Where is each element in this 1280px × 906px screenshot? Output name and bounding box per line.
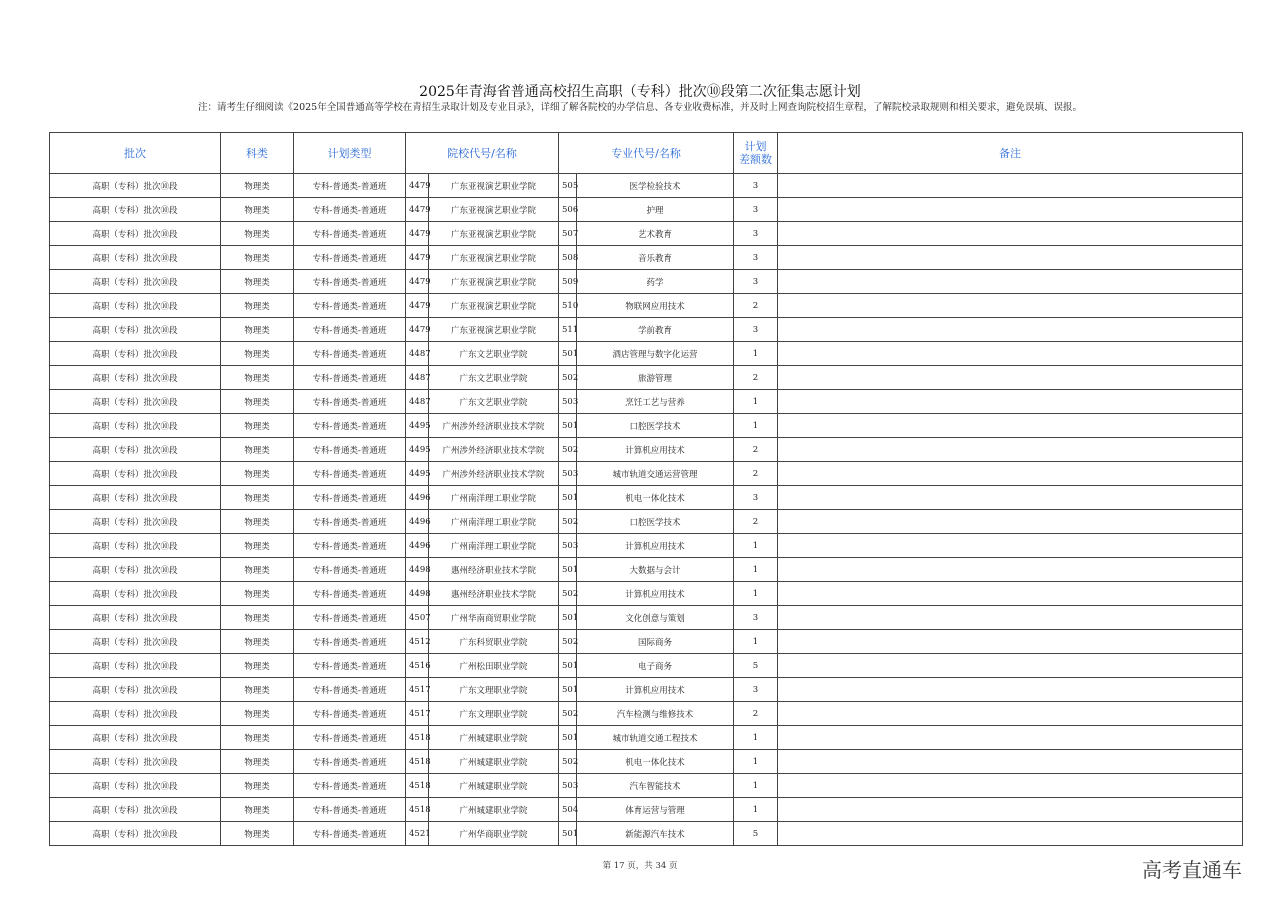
cell-plan-type: 专科-普通类-普通班: [294, 798, 406, 822]
cell-major-code: 505: [559, 174, 577, 198]
cell-batch: 高职（专科）批次⑩段: [50, 822, 221, 846]
cell-batch: 高职（专科）批次⑩段: [50, 774, 221, 798]
cell-batch: 高职（专科）批次⑩段: [50, 654, 221, 678]
table-row: [50, 174, 1243, 198]
cell-quota: 1: [734, 342, 778, 366]
cell-plan-type: 专科-普通类-普通班: [294, 510, 406, 534]
cell-subject: 物理类: [221, 318, 294, 342]
cell-batch: 高职（专科）批次⑩段: [50, 198, 221, 222]
cell-subject: 物理类: [221, 606, 294, 630]
cell-subject: 物理类: [221, 726, 294, 750]
cell-plan-type: 专科-普通类-普通班: [294, 270, 406, 294]
cell-school-name: 广州涉外经济职业技术学院: [429, 414, 559, 438]
cell-subject: 物理类: [221, 558, 294, 582]
cell-batch: 高职（专科）批次⑩段: [50, 246, 221, 270]
cell-school-name: 广东文理职业学院: [429, 678, 559, 702]
cell-batch: 高职（专科）批次⑩段: [50, 294, 221, 318]
cell-major-name: 护理: [577, 198, 734, 222]
cell-quota: 3: [734, 318, 778, 342]
table-row: [50, 366, 1243, 390]
plan-table: [49, 132, 1243, 846]
cell-major-name: 计算机应用技术: [577, 534, 734, 558]
cell-remark: [778, 702, 1243, 726]
table-row: [50, 630, 1243, 654]
cell-major-code: 510: [559, 294, 577, 318]
cell-school-name: 广东科贸职业学院: [429, 630, 559, 654]
page-number: 第 17 页，共 34 页: [602, 861, 678, 871]
cell-major-name: 机电一体化技术: [577, 486, 734, 510]
cell-subject: 物理类: [221, 582, 294, 606]
cell-major-code: 502: [559, 510, 577, 534]
cell-plan-type: 专科-普通类-普通班: [294, 414, 406, 438]
cell-major-name: 国际商务: [577, 630, 734, 654]
table-row: [50, 222, 1243, 246]
cell-plan-type: 专科-普通类-普通班: [294, 582, 406, 606]
table-header-row: [50, 133, 1243, 174]
table-row: [50, 510, 1243, 534]
cell-remark: [778, 582, 1243, 606]
cell-major-name: 计算机应用技术: [577, 678, 734, 702]
cell-batch: 高职（专科）批次⑩段: [50, 366, 221, 390]
cell-major-name: 酒店管理与数字化运营: [577, 342, 734, 366]
cell-school-name: 广东亚视演艺职业学院: [429, 174, 559, 198]
cell-remark: [778, 246, 1243, 270]
cell-major-name: 城市轨道交通运营管理: [577, 462, 734, 486]
cell-plan-type: 专科-普通类-普通班: [294, 750, 406, 774]
cell-plan-type: 专科-普通类-普通班: [294, 318, 406, 342]
cell-major-code: 501: [559, 654, 577, 678]
cell-remark: [778, 774, 1243, 798]
cell-major-name: 大数据与会计: [577, 558, 734, 582]
cell-major-name: 口腔医学技术: [577, 414, 734, 438]
cell-school-name: 广东亚视演艺职业学院: [429, 294, 559, 318]
cell-major-code: 503: [559, 774, 577, 798]
cell-subject: 物理类: [221, 198, 294, 222]
cell-quota: 3: [734, 174, 778, 198]
cell-quota: 2: [734, 510, 778, 534]
cell-major-code: 504: [559, 798, 577, 822]
cell-major-code: 501: [559, 606, 577, 630]
cell-school-name: 广东亚视演艺职业学院: [429, 318, 559, 342]
cell-batch: 高职（专科）批次⑩段: [50, 534, 221, 558]
table-row: [50, 582, 1243, 606]
cell-school-name: 广东亚视演艺职业学院: [429, 246, 559, 270]
cell-subject: 物理类: [221, 366, 294, 390]
cell-plan-type: 专科-普通类-普通班: [294, 462, 406, 486]
table-row: [50, 246, 1243, 270]
table-row: [50, 822, 1243, 846]
cell-remark: [778, 462, 1243, 486]
cell-plan-type: 专科-普通类-普通班: [294, 294, 406, 318]
cell-major-name: 旅游管理: [577, 366, 734, 390]
cell-school-name: 广东亚视演艺职业学院: [429, 222, 559, 246]
cell-school-name: 广州城建职业学院: [429, 750, 559, 774]
cell-school-name: 广州南洋理工职业学院: [429, 486, 559, 510]
header-plan-type: 计划类型: [294, 133, 406, 174]
table-row: [50, 486, 1243, 510]
cell-subject: 物理类: [221, 246, 294, 270]
cell-major-name: 艺术教育: [577, 222, 734, 246]
cell-batch: 高职（专科）批次⑩段: [50, 702, 221, 726]
table-row: [50, 318, 1243, 342]
cell-plan-type: 专科-普通类-普通班: [294, 630, 406, 654]
cell-school-code: 4487: [406, 390, 429, 414]
cell-major-name: 文化创意与策划: [577, 606, 734, 630]
cell-plan-type: 专科-普通类-普通班: [294, 726, 406, 750]
cell-remark: [778, 438, 1243, 462]
cell-school-code: 4479: [406, 318, 429, 342]
cell-school-code: 4498: [406, 582, 429, 606]
cell-batch: 高职（专科）批次⑩段: [50, 798, 221, 822]
cell-major-name: 药学: [577, 270, 734, 294]
header-school: 院校代号/名称: [406, 133, 559, 174]
cell-major-name: 机电一体化技术: [577, 750, 734, 774]
page-title: 2025年青海省普通高校招生高职（专科）批次⑩段第二次征集志愿计划: [419, 84, 861, 100]
cell-school-code: 4496: [406, 534, 429, 558]
cell-subject: 物理类: [221, 294, 294, 318]
cell-quota: 1: [734, 558, 778, 582]
cell-remark: [778, 198, 1243, 222]
cell-school-name: 广东亚视演艺职业学院: [429, 270, 559, 294]
cell-major-code: 508: [559, 246, 577, 270]
cell-quota: 2: [734, 294, 778, 318]
cell-school-code: 4479: [406, 198, 429, 222]
cell-batch: 高职（专科）批次⑩段: [50, 558, 221, 582]
header-quota-line1: 计划: [744, 140, 767, 153]
cell-subject: 物理类: [221, 774, 294, 798]
cell-major-code: 501: [559, 822, 577, 846]
cell-plan-type: 专科-普通类-普通班: [294, 390, 406, 414]
cell-major-code: 501: [559, 678, 577, 702]
cell-subject: 物理类: [221, 630, 294, 654]
cell-batch: 高职（专科）批次⑩段: [50, 414, 221, 438]
cell-school-code: 4517: [406, 702, 429, 726]
table-row: [50, 798, 1243, 822]
cell-plan-type: 专科-普通类-普通班: [294, 222, 406, 246]
cell-quota: 2: [734, 462, 778, 486]
cell-quota: 3: [734, 198, 778, 222]
cell-major-code: 502: [559, 630, 577, 654]
cell-major-code: 502: [559, 702, 577, 726]
cell-quota: 1: [734, 726, 778, 750]
cell-quota: 3: [734, 678, 778, 702]
table-row: [50, 654, 1243, 678]
cell-subject: 物理类: [221, 342, 294, 366]
cell-quota: 1: [734, 390, 778, 414]
cell-school-code: 4495: [406, 438, 429, 462]
watermark-logo-text: 高考直通车: [1142, 858, 1242, 882]
cell-batch: 高职（专科）批次⑩段: [50, 510, 221, 534]
cell-major-code: 501: [559, 558, 577, 582]
cell-quota: 1: [734, 582, 778, 606]
cell-quota: 3: [734, 270, 778, 294]
cell-school-code: 4518: [406, 774, 429, 798]
cell-major-code: 501: [559, 486, 577, 510]
cell-school-code: 4487: [406, 366, 429, 390]
cell-subject: 物理类: [221, 270, 294, 294]
cell-quota: 1: [734, 798, 778, 822]
header-remark: 备注: [778, 133, 1243, 174]
cell-major-name: 电子商务: [577, 654, 734, 678]
cell-subject: 物理类: [221, 390, 294, 414]
cell-subject: 物理类: [221, 534, 294, 558]
cell-batch: 高职（专科）批次⑩段: [50, 606, 221, 630]
cell-school-code: 4479: [406, 270, 429, 294]
table-row: [50, 438, 1243, 462]
cell-school-code: 4479: [406, 222, 429, 246]
cell-subject: 物理类: [221, 750, 294, 774]
cell-subject: 物理类: [221, 222, 294, 246]
cell-quota: 1: [734, 534, 778, 558]
table-row: [50, 702, 1243, 726]
cell-remark: [778, 654, 1243, 678]
cell-remark: [778, 726, 1243, 750]
cell-subject: 物理类: [221, 510, 294, 534]
cell-subject: 物理类: [221, 462, 294, 486]
cell-batch: 高职（专科）批次⑩段: [50, 750, 221, 774]
cell-school-code: 4518: [406, 750, 429, 774]
cell-school-code: 4496: [406, 510, 429, 534]
cell-batch: 高职（专科）批次⑩段: [50, 486, 221, 510]
cell-school-code: 4495: [406, 414, 429, 438]
cell-school-name: 广州南洋理工职业学院: [429, 510, 559, 534]
cell-school-name: 广州华南商贸职业学院: [429, 606, 559, 630]
header-subject: 科类: [221, 133, 294, 174]
cell-major-code: 501: [559, 726, 577, 750]
cell-batch: 高职（专科）批次⑩段: [50, 390, 221, 414]
cell-plan-type: 专科-普通类-普通班: [294, 678, 406, 702]
table-row: [50, 558, 1243, 582]
cell-plan-type: 专科-普通类-普通班: [294, 606, 406, 630]
cell-quota: 3: [734, 606, 778, 630]
cell-major-name: 体育运营与管理: [577, 798, 734, 822]
cell-remark: [778, 678, 1243, 702]
cell-subject: 物理类: [221, 438, 294, 462]
cell-remark: [778, 174, 1243, 198]
table-row: [50, 390, 1243, 414]
cell-school-code: 4495: [406, 462, 429, 486]
cell-remark: [778, 270, 1243, 294]
cell-remark: [778, 822, 1243, 846]
cell-major-code: 503: [559, 534, 577, 558]
cell-plan-type: 专科-普通类-普通班: [294, 342, 406, 366]
cell-subject: 物理类: [221, 174, 294, 198]
header-quota: [734, 133, 778, 174]
cell-major-code: 507: [559, 222, 577, 246]
cell-plan-type: 专科-普通类-普通班: [294, 174, 406, 198]
cell-school-name: 广东文艺职业学院: [429, 366, 559, 390]
cell-school-code: 4517: [406, 678, 429, 702]
cell-major-name: 城市轨道交通工程技术: [577, 726, 734, 750]
cell-school-code: 4498: [406, 558, 429, 582]
cell-remark: [778, 750, 1243, 774]
cell-plan-type: 专科-普通类-普通班: [294, 366, 406, 390]
cell-remark: [778, 534, 1243, 558]
table-row: [50, 294, 1243, 318]
cell-school-code: 4479: [406, 174, 429, 198]
cell-school-code: 4496: [406, 486, 429, 510]
cell-quota: 1: [734, 774, 778, 798]
cell-batch: 高职（专科）批次⑩段: [50, 678, 221, 702]
cell-school-name: 广州城建职业学院: [429, 774, 559, 798]
cell-school-name: 广州华商职业学院: [429, 822, 559, 846]
cell-quota: 1: [734, 630, 778, 654]
cell-school-name: 广东亚视演艺职业学院: [429, 198, 559, 222]
cell-remark: [778, 630, 1243, 654]
cell-major-name: 音乐教育: [577, 246, 734, 270]
table-row: [50, 750, 1243, 774]
cell-school-code: 4512: [406, 630, 429, 654]
cell-remark: [778, 366, 1243, 390]
cell-major-code: 502: [559, 438, 577, 462]
cell-major-code: 506: [559, 198, 577, 222]
cell-major-name: 口腔医学技术: [577, 510, 734, 534]
header-batch: 批次: [50, 133, 221, 174]
cell-major-name: 医学检验技术: [577, 174, 734, 198]
table-row: [50, 198, 1243, 222]
cell-major-name: 汽车检测与维修技术: [577, 702, 734, 726]
cell-major-code: 502: [559, 582, 577, 606]
cell-school-name: 广州城建职业学院: [429, 726, 559, 750]
cell-school-name: 广州城建职业学院: [429, 798, 559, 822]
cell-plan-type: 专科-普通类-普通班: [294, 774, 406, 798]
cell-batch: 高职（专科）批次⑩段: [50, 462, 221, 486]
cell-quota: 3: [734, 222, 778, 246]
cell-remark: [778, 318, 1243, 342]
cell-quota: 3: [734, 486, 778, 510]
cell-school-name: 广州南洋理工职业学院: [429, 534, 559, 558]
cell-remark: [778, 390, 1243, 414]
cell-plan-type: 专科-普通类-普通班: [294, 654, 406, 678]
table-row: [50, 342, 1243, 366]
cell-plan-type: 专科-普通类-普通班: [294, 822, 406, 846]
cell-batch: 高职（专科）批次⑩段: [50, 342, 221, 366]
cell-remark: [778, 606, 1243, 630]
cell-quota: 2: [734, 366, 778, 390]
cell-school-name: 广州涉外经济职业技术学院: [429, 462, 559, 486]
cell-school-code: 4518: [406, 798, 429, 822]
cell-school-name: 广州松田职业学院: [429, 654, 559, 678]
cell-batch: 高职（专科）批次⑩段: [50, 222, 221, 246]
cell-major-code: 503: [559, 390, 577, 414]
cell-remark: [778, 414, 1243, 438]
cell-major-code: 503: [559, 462, 577, 486]
cell-school-name: 广州涉外经济职业技术学院: [429, 438, 559, 462]
cell-major-name: 计算机应用技术: [577, 582, 734, 606]
cell-remark: [778, 510, 1243, 534]
notice-text: 注：请考生仔细阅读《2025年全国普通高等学校在青招生录取计划及专业目录》，详细了解各院校的办学信息、各专业收费标准，并及时上网查询院校招生章程，了解院校录取规则和相关要求，避免误填、误报。: [198, 102, 1082, 113]
cell-batch: 高职（专科）批次⑩段: [50, 726, 221, 750]
cell-subject: 物理类: [221, 654, 294, 678]
table-row: [50, 534, 1243, 558]
cell-remark: [778, 294, 1243, 318]
cell-school-name: 广东文艺职业学院: [429, 342, 559, 366]
cell-major-name: 物联网应用技术: [577, 294, 734, 318]
table-row: [50, 678, 1243, 702]
cell-major-code: 501: [559, 414, 577, 438]
cell-subject: 物理类: [221, 486, 294, 510]
table-row: [50, 606, 1243, 630]
header-quota-line2: 差额数: [739, 153, 772, 166]
cell-school-code: 4521: [406, 822, 429, 846]
cell-school-code: 4479: [406, 246, 429, 270]
cell-quota: 5: [734, 822, 778, 846]
cell-batch: 高职（专科）批次⑩段: [50, 318, 221, 342]
cell-school-code: 4518: [406, 726, 429, 750]
cell-quota: 3: [734, 246, 778, 270]
cell-quota: 2: [734, 702, 778, 726]
cell-batch: 高职（专科）批次⑩段: [50, 270, 221, 294]
cell-batch: 高职（专科）批次⑩段: [50, 174, 221, 198]
cell-remark: [778, 222, 1243, 246]
cell-major-name: 计算机应用技术: [577, 438, 734, 462]
cell-major-code: 501: [559, 342, 577, 366]
cell-school-code: 4479: [406, 294, 429, 318]
cell-plan-type: 专科-普通类-普通班: [294, 558, 406, 582]
cell-plan-type: 专科-普通类-普通班: [294, 198, 406, 222]
cell-major-name: 汽车智能技术: [577, 774, 734, 798]
cell-school-name: 惠州经济职业技术学院: [429, 582, 559, 606]
cell-plan-type: 专科-普通类-普通班: [294, 438, 406, 462]
cell-major-name: 学前教育: [577, 318, 734, 342]
cell-major-name: 新能源汽车技术: [577, 822, 734, 846]
cell-subject: 物理类: [221, 822, 294, 846]
cell-quota: 1: [734, 414, 778, 438]
header-major: 专业代号/名称: [559, 133, 734, 174]
cell-plan-type: 专科-普通类-普通班: [294, 246, 406, 270]
cell-major-code: 511: [559, 318, 577, 342]
cell-quota: 5: [734, 654, 778, 678]
cell-subject: 物理类: [221, 414, 294, 438]
cell-quota: 1: [734, 750, 778, 774]
cell-plan-type: 专科-普通类-普通班: [294, 702, 406, 726]
cell-school-code: 4507: [406, 606, 429, 630]
cell-school-name: 广东文艺职业学院: [429, 390, 559, 414]
cell-remark: [778, 798, 1243, 822]
table-row: [50, 414, 1243, 438]
cell-school-name: 惠州经济职业技术学院: [429, 558, 559, 582]
cell-remark: [778, 342, 1243, 366]
cell-major-name: 烹饪工艺与营养: [577, 390, 734, 414]
cell-plan-type: 专科-普通类-普通班: [294, 486, 406, 510]
cell-batch: 高职（专科）批次⑩段: [50, 438, 221, 462]
cell-subject: 物理类: [221, 702, 294, 726]
cell-major-code: 502: [559, 750, 577, 774]
cell-batch: 高职（专科）批次⑩段: [50, 630, 221, 654]
cell-remark: [778, 558, 1243, 582]
cell-subject: 物理类: [221, 678, 294, 702]
table-row: [50, 726, 1243, 750]
cell-remark: [778, 486, 1243, 510]
table-row: [50, 270, 1243, 294]
cell-subject: 物理类: [221, 798, 294, 822]
table-row: [50, 774, 1243, 798]
cell-school-code: 4516: [406, 654, 429, 678]
cell-major-code: 509: [559, 270, 577, 294]
cell-batch: 高职（专科）批次⑩段: [50, 582, 221, 606]
cell-school-name: 广东文理职业学院: [429, 702, 559, 726]
cell-major-code: 502: [559, 366, 577, 390]
cell-plan-type: 专科-普通类-普通班: [294, 534, 406, 558]
cell-quota: 2: [734, 438, 778, 462]
table-row: [50, 462, 1243, 486]
cell-school-code: 4487: [406, 342, 429, 366]
